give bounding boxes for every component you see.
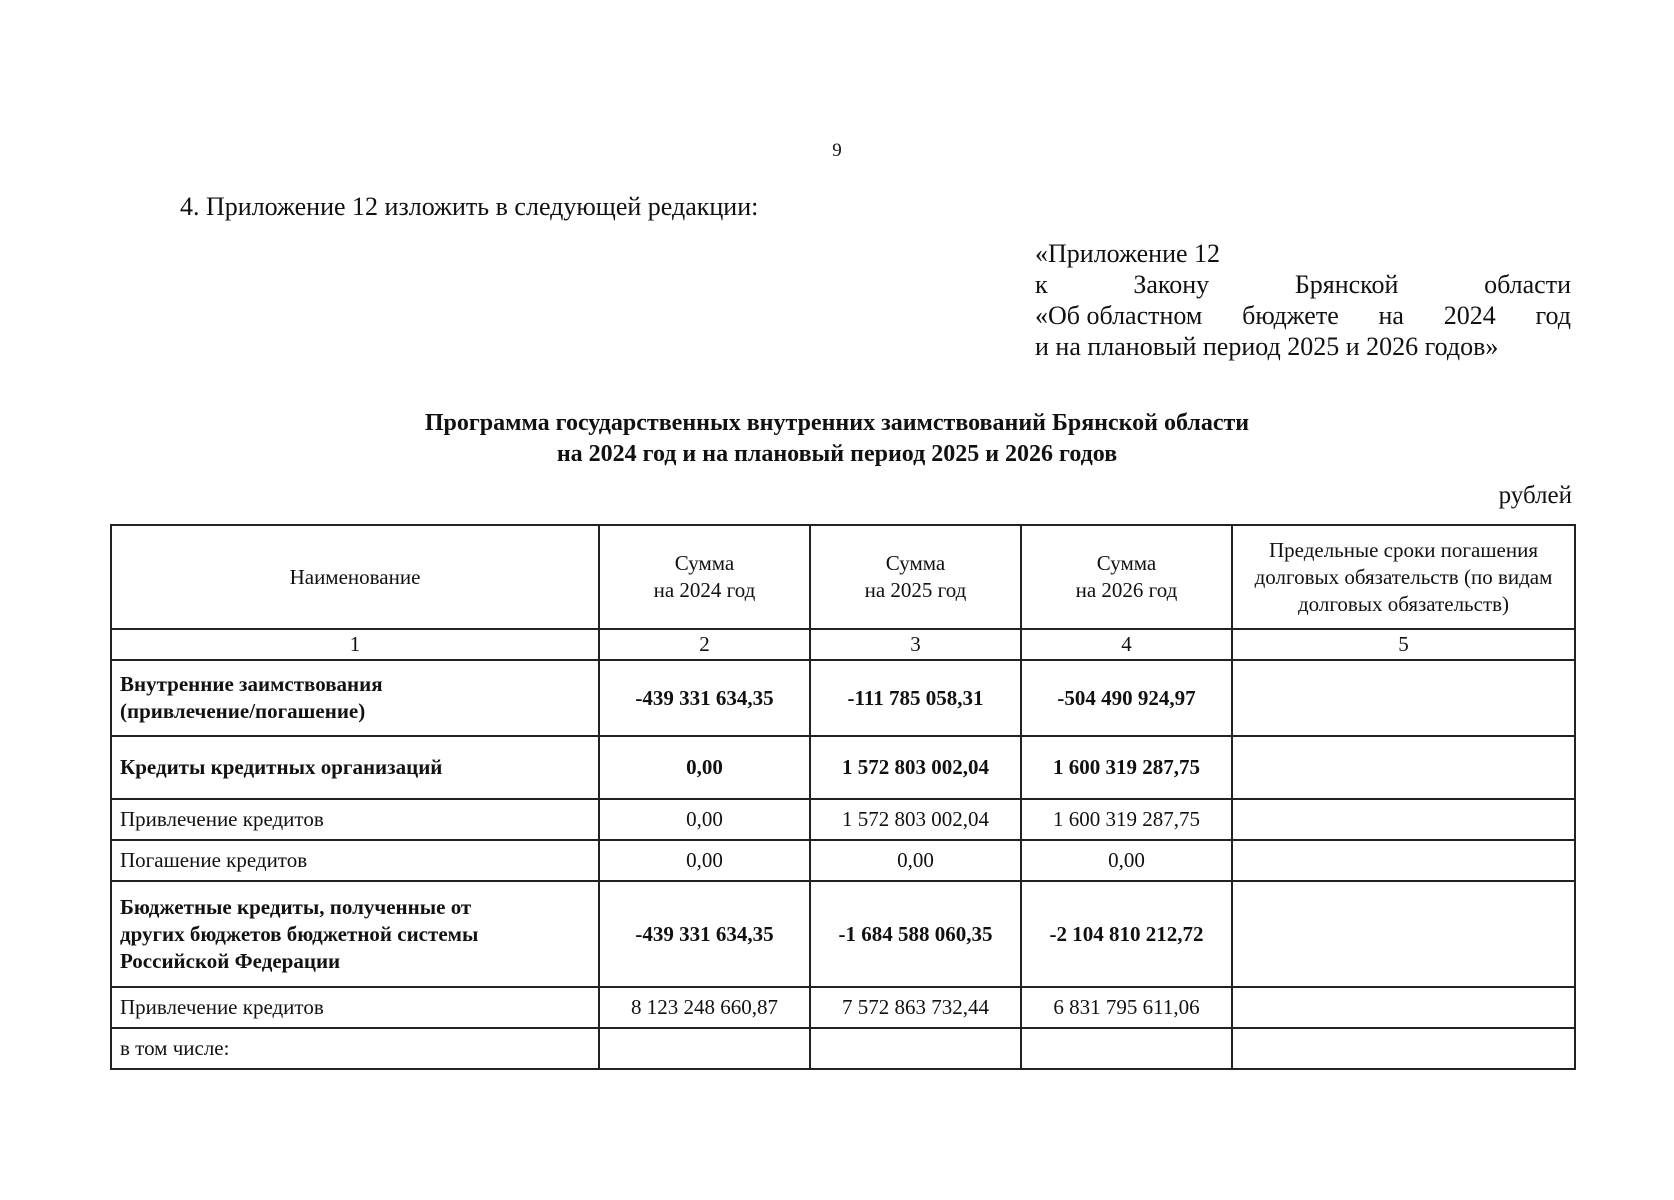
column-number: 4 [1021,629,1232,660]
row-sum-2026: 6 831 795 611,06 [1021,987,1232,1028]
row-repayment-term [1232,840,1575,881]
appendix-word: 2024 [1443,301,1496,330]
row-name: Погашение кредитов [111,840,599,881]
appendix-line-1: «Приложение 12 [1035,239,1221,268]
appendix-reference [1035,238,1571,362]
row-sum-2024: 0,00 [599,736,810,799]
row-sum-2025: 1 572 803 002,04 [810,799,1021,840]
row-repayment-term [1232,1028,1575,1069]
table-row [111,1028,1575,1069]
row-sum-2026: 0,00 [1021,840,1232,881]
header-repayment-terms: Предельные сроки погашения долговых обязательств (по видам долговых обязательств) [1232,525,1575,629]
table-row [111,736,1575,799]
row-repayment-term [1232,987,1575,1028]
row-name: Привлечение кредитов [111,799,599,840]
header-sum-2026: Сумма на 2026 год [1021,525,1232,629]
row-repayment-term [1232,799,1575,840]
row-sum-2024: -439 331 634,35 [599,881,810,987]
page-number: 9 [832,140,842,161]
row-sum-2025: 0,00 [810,840,1021,881]
table-row [111,881,1575,987]
title-line-2: на 2024 год и на плановый период 2025 и 2026 годов [556,441,1118,467]
column-numbers-row [111,629,1575,660]
document-title [0,408,1674,470]
row-repayment-term [1232,881,1575,987]
header-sum-2025: Сумма на 2025 год [810,525,1021,629]
row-sum-2024: 0,00 [599,840,810,881]
title-line-1: Программа государственных внутренних заимствований Брянской области [424,410,1250,436]
table-header-row [111,525,1575,629]
row-sum-2024: 0,00 [599,799,810,840]
column-number: 5 [1232,629,1575,660]
row-name: Кредиты кредитных организаций [111,736,599,799]
row-sum-2025 [810,1028,1021,1069]
column-number: 3 [810,629,1021,660]
appendix-line-2 [1035,269,1571,300]
appendix-word: год [1535,301,1571,330]
row-name: Внутренние заимствования (привлечение/погашение) [111,660,599,736]
row-sum-2025: 1 572 803 002,04 [810,736,1021,799]
table-row [111,660,1575,736]
row-sum-2024 [599,1028,810,1069]
appendix-line-3 [1035,300,1571,331]
table-row [111,840,1575,881]
appendix-word: бюджете [1242,301,1339,330]
appendix-word: на [1378,301,1404,330]
row-sum-2026: 1 600 319 287,75 [1021,799,1232,840]
appendix-word: области [1484,270,1571,299]
row-name: в том числе: [111,1028,599,1069]
row-sum-2026: 1 600 319 287,75 [1021,736,1232,799]
table-row [111,799,1575,840]
row-sum-2024: 8 123 248 660,87 [599,987,810,1028]
appendix-word: Закону [1133,270,1210,299]
amendment-instruction: 4. Приложение 12 изложить в следующей редакции: [180,192,759,221]
row-sum-2025: 7 572 863 732,44 [810,987,1021,1028]
row-repayment-term [1232,660,1575,736]
header-sum-2024: Сумма на 2024 год [599,525,810,629]
row-sum-2025: -111 785 058,31 [810,660,1021,736]
borrowings-table [110,524,1576,1070]
table-row [111,987,1575,1028]
appendix-word: к [1035,270,1048,299]
appendix-line-4: и на плановый период 2025 и 2026 годов» [1035,332,1499,361]
units-label: рублей [1498,482,1572,509]
row-name: Бюджетные кредиты, полученные от других бюджетов бюджетной системы Российской Федерации [111,881,599,987]
row-sum-2026 [1021,1028,1232,1069]
row-sum-2025: -1 684 588 060,35 [810,881,1021,987]
appendix-word: «Об областном [1035,301,1203,330]
row-sum-2026: -504 490 924,97 [1021,660,1232,736]
row-sum-2024: -439 331 634,35 [599,660,810,736]
row-sum-2026: -2 104 810 212,72 [1021,881,1232,987]
row-name: Привлечение кредитов [111,987,599,1028]
header-name: Наименование [111,525,599,629]
row-repayment-term [1232,736,1575,799]
appendix-word: Брянской [1294,270,1399,299]
column-number: 2 [599,629,810,660]
column-number: 1 [111,629,599,660]
